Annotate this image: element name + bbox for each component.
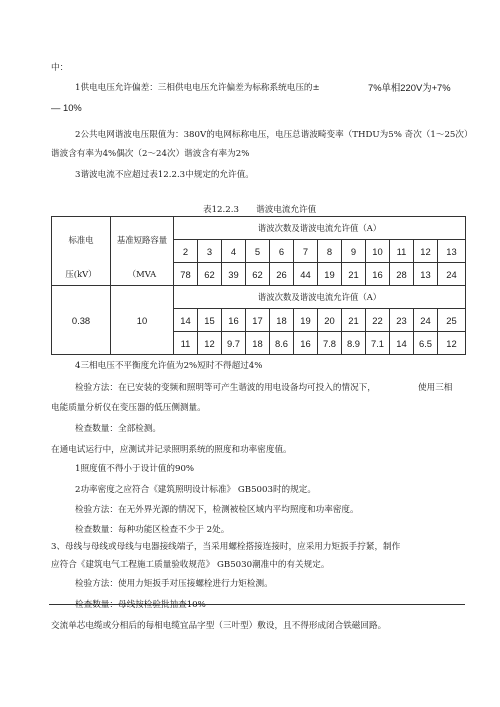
harmonic-order-cell: 6 [270,240,294,263]
harmonic-value-cell: 16 [366,263,390,286]
harmonic-order-cell: 12 [414,240,438,263]
text-line: 检查数量：每种功能区检查不少于 2处。 [75,525,230,535]
header-capacity-2: （MVA [111,263,174,286]
header-capacity-1: 基准短路容量 [111,217,174,263]
harmonic-value-cell: 19 [318,263,342,286]
harmonic-value-cell: 78 [174,263,198,286]
text-line: 电能质量分析仪在变压器的低压侧测量。 [51,403,206,413]
harmonic-value-cell: 44 [294,263,318,286]
harmonic-order-cell: 14 [174,309,198,332]
text-line: 3、母线与母线或母线与电器接线端子，当采用螺栓搭接连接时，应采用力矩扳手拧紧，制作 [51,542,401,552]
text-line: 检验方法：使用力矩扳手对压接螺栓进行力矩检测。 [75,579,273,589]
text-line: 2公共电网谐波电压限值为：380V的电网标称电压，电压总谐波畸变率（THDU为5% 奇次（1〜25次） [75,130,473,140]
text-line: 检查数量：母线按检验批抽查10% [75,600,206,610]
text-line: 交流单芯电缆或分相后的每相电缆宜品字型（三叶型）敷设，且不得形成闭合铁磁回路。 [51,621,387,631]
table-caption: 表12.2.3 谐波电流允许值 [203,205,317,215]
harmonic-current-table [51,216,466,355]
harmonic-value-cell: 14 [390,332,414,355]
harmonic-value-cell: 62 [198,263,222,286]
harmonic-value-cell: 39 [222,263,246,286]
harmonic-order-cell: 10 [366,240,390,263]
harmonic-order-cell: 25 [438,309,466,332]
harmonic-value-cell: 7.1 [366,332,390,355]
harmonic-order-cell: 24 [414,309,438,332]
harmonic-order-cell: 3 [198,240,222,263]
harmonic-order-cell: 23 [390,309,414,332]
harmonic-value-cell: 28 [390,263,414,286]
text-line: 谐波含有率为4%偶次（2〜24次）谐波含有率为2% [51,149,250,159]
harmonic-order-cell: 7 [294,240,318,263]
harmonic-order-cell: 20 [318,309,342,332]
harmonic-value-cell: 7.8 [318,332,342,355]
harmonic-value-cell: 8.9 [342,332,366,355]
harmonic-order-cell: 9 [342,240,366,263]
harmonic-order-cell: 18 [270,309,294,332]
text-line: 7%单相220V为+7% [368,82,451,93]
harmonic-value-cell: 21 [342,263,366,286]
capacity-value: 10 [111,286,174,355]
voltage-value: 0.38 [52,286,111,355]
text-line: 4三相电压不平衡度允许值为2%短时不得超过4% [75,361,263,371]
harmonic-order-cell: 16 [222,309,246,332]
harmonic-order-cell: 11 [390,240,414,263]
harmonic-value-cell: 9.7 [222,332,246,355]
harmonic-order-cell: 2 [174,240,198,263]
harmonic-value-cell: 12 [438,332,466,355]
text-line: 检查数量：全部检测。 [75,424,161,434]
harmonic-order-cell: 19 [294,309,318,332]
harmonic-value-cell: 62 [246,263,270,286]
harmonic-order-cell: 8 [318,240,342,263]
text-line: 应符合《建筑电气工程施工质量验收规范》 GB5030潮准中的有关规定。 [51,560,330,570]
header-voltage-2: 压(kV） [52,263,111,286]
harmonic-order-cell: 22 [366,309,390,332]
harmonic-value-cell: 11 [174,332,198,355]
text-line: 检验方法：在已安装的变频和照明等可产生谐波的用电设备均可投入的情况下， [75,383,376,393]
harmonic-value-cell: 16 [294,332,318,355]
text-line: 3谐波电流不应超过表12.2.3中规定的允许值。 [75,170,254,180]
harmonic-order-cell: 21 [342,309,366,332]
harmonic-value-cell: 12 [198,332,222,355]
harmonic-value-cell: 13 [414,263,438,286]
harmonic-value-cell: 8.6 [270,332,294,355]
header-harmonic-order: 谐波次数及谐波电流允许值（A） [174,217,466,240]
harmonic-value-cell: 18 [246,332,270,355]
text-line: 中： [51,63,69,73]
harmonic-value-cell: 26 [270,263,294,286]
text-line: 检验方法：在无外界光源的情况下，检测被检区域内平均照度和功率密度。 [75,505,359,515]
harmonic-order-cell: 4 [222,240,246,263]
harmonic-order-cell: 5 [246,240,270,263]
text-line: 1供电电压允许偏差：三相供电电压允许偏差为标称系统电压的± [75,83,320,93]
text-line: 使用三相 [418,383,453,393]
harmonic-order-cell: 15 [198,309,222,332]
harmonic-value-cell: 6.5 [414,332,438,355]
divider [49,604,465,605]
text-line: 1照度值不得小于设计值的90% [75,464,195,474]
text-line: 2功率密度之应符合《建筑照明设计标准》 GB5003时的规定。 [75,485,316,495]
harmonic-value-cell: 24 [438,263,466,286]
header-voltage-1: 标准电 [52,217,111,263]
text-line: — 10% [51,102,82,113]
header-harmonic-order: 谐波次数及谐波电流允许值（A） [174,286,466,309]
harmonic-order-cell: 17 [246,309,270,332]
text-line: 在通电试运行中，应测试并记录照明系统的照度和功率密度值。 [51,445,292,455]
harmonic-order-cell: 13 [438,240,466,263]
